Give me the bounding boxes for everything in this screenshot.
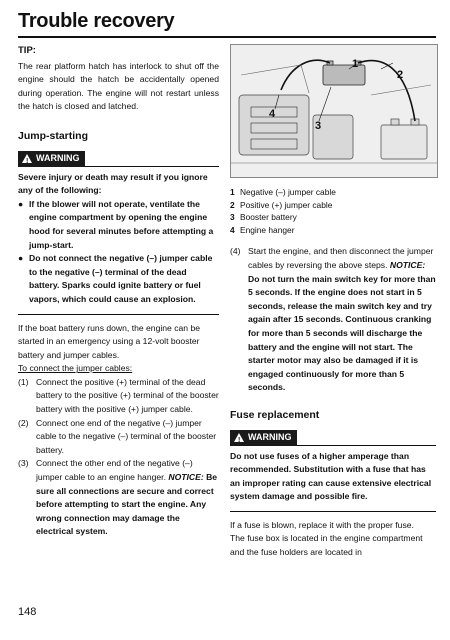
step-number: (4) [230,246,241,257]
warning-bullet [18,252,219,306]
notice-text: Do not turn the main switch key for more than 5 seconds. If the engine does not start in 5 seconds, release the main switch key and try again after 15 seconds. Continuous cranking for more than 5 seconds will discharge the battery and the engine will not start. The starter motor may also be damaged if it is engaged continuously for more than 5 seconds. [248,273,436,393]
warning-box [230,446,436,512]
warning-badge [18,151,85,167]
warning-header [18,151,219,167]
step-text: Connect the other end of the negative (–) jumper cable to an engine hanger. [36,458,193,483]
tip-title: TIP: [18,45,36,56]
warning-header [230,430,436,446]
step-number: (3) [18,458,29,469]
page-title: Trouble recovery [18,10,175,32]
warning-intro: Severe injury or death may result if you ignore any of the following: [18,171,208,196]
step-number: (2) [18,417,29,428]
warning-bullet-text: Do not connect the negative (–) jumper cable to the negative (–) terminal of the dead battery. Sparks could ignite battery or fuel vapors, which could cause an explosion. [29,253,213,304]
step-number: (1) [18,376,29,387]
bullet-icon: ● [18,253,24,264]
notice-text: Be sure all connections are secure and correct before attempting to start the engine. Any wrong connection may damage the electrical system. [36,472,218,537]
warning-text: Do not use fuses of a higher amperage than recommended. Substitution with a fuse that has an improper rating can cause extensive electrical system damage and possible fire. [230,450,432,502]
step-item [18,457,219,539]
figure-legend [230,186,436,236]
warning-label: WARNING [248,431,292,442]
fuse-text: If a fuse is blown, replace it with the proper fuse. [230,519,414,530]
left-column [18,44,219,539]
notice-label: NOTICE: [168,472,204,483]
right-column [230,44,436,560]
section-title-fuse-replacement: Fuse replacement [230,408,320,421]
notice-label: NOTICE: [389,259,426,270]
warning-triangle-icon: ! [234,433,244,442]
warning-label: WARNING [36,152,80,163]
section-title-jump-starting: Jump-starting [18,129,89,142]
step-item [18,376,219,417]
step-item [18,417,219,458]
step-text: Connect the positive (+) terminal of the dead battery to the positive (+) terminal of the booster battery with the positive (+) jumper cable. [36,376,219,415]
warning-rule [297,445,437,446]
warning-badge [230,430,297,446]
tip-text: The rear platform hatch has interlock to shut off the engine should the hatch be accidentally opened during operation. The engine will not restart unless the hatch is closed and latched. [18,60,219,112]
warning-box [18,167,219,315]
callout-3: 3 [315,120,322,132]
jump-intro-text: If the boat battery runs down, the engine can be started in an emergency using a 12-volt booster battery and jumper cables. [18,322,201,360]
header-rule [18,36,436,38]
legend-item: 1 Negative (–) jumper cable [230,187,336,197]
callout-2: 2 [397,69,404,81]
step-item [230,245,436,395]
connect-heading: To connect the jumper cables: [18,363,133,374]
warning-bullet-text: If the blower will not operate, ventilate the engine compartment by opening the engine hood for several minutes before attempting a jump-start. [29,198,214,250]
legend-item: 2 Positive (+) jumper cable [230,199,333,210]
step-text: Start the engine, and then disconnect the jumper cables by reversing the above steps. [248,246,434,270]
fuse-text: The fuse box is located in the engine compartment and the fuse holders are located in [230,533,423,558]
warning-triangle-icon: ! [22,154,32,163]
bullet-icon: ● [18,198,24,209]
callout-4: 4 [269,108,276,120]
legend-item: 3 Booster battery [230,212,297,223]
callout-1: 1 [352,58,359,70]
warning-bullet [18,198,219,252]
warning-rule [85,166,220,167]
page-number: 148 [18,606,37,618]
legend-item: 4 Engine hanger [230,224,295,235]
step-text: Connect one end of the negative (–) jumper cable to the negative (–) terminal of the booster battery. [36,417,217,455]
